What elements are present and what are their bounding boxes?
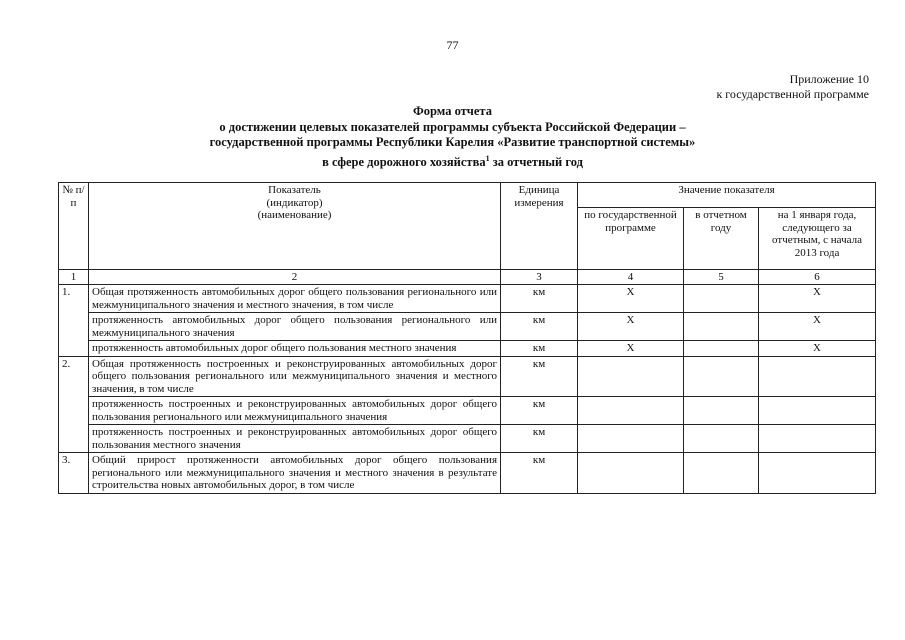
value-jan1-cell: Х — [759, 285, 876, 313]
value-jan1-cell — [759, 425, 876, 453]
title-line-2: о достижении целевых показателей программы субъекта Российской Федерации – — [219, 119, 686, 134]
appendix-line-1: Приложение 10 — [789, 72, 869, 86]
column-number: 6 — [759, 270, 876, 285]
indicator-cell: протяженность построенных и реконструированных автомобильных дорог общего пользования регионального или межмуниципального значения — [89, 397, 501, 425]
indicator-cell: протяженность построенных и реконструированных автомобильных дорог общего пользования местного значения — [89, 425, 501, 453]
page-number: 77 — [446, 38, 459, 52]
unit-cell: км — [501, 313, 578, 341]
row-number: 1. — [59, 285, 89, 357]
column-number: 1 — [59, 270, 89, 285]
value-jan1-cell — [759, 453, 876, 494]
title-line-1: Форма отчета — [413, 104, 492, 118]
value-by-program-cell — [578, 425, 684, 453]
header-value: Значение показателя — [578, 183, 876, 208]
column-number: 5 — [684, 270, 759, 285]
indicator-cell: Общая протяженность автомобильных дорог общего пользования регионального или межмуниципального значения и местного значения, в том числе — [89, 285, 501, 313]
value-jan1-cell — [759, 356, 876, 397]
value-by-program-cell: Х — [578, 341, 684, 357]
row-number: 2. — [59, 356, 89, 453]
value-in-report-year-cell — [684, 341, 759, 357]
row-number: 3. — [59, 453, 89, 494]
header-unit: Единица измерения — [501, 183, 578, 270]
unit-cell: км — [501, 356, 578, 397]
value-by-program-cell — [578, 453, 684, 494]
header-in-report-year: в отчетном году — [684, 208, 759, 270]
value-by-program-cell: Х — [578, 285, 684, 313]
column-number-row — [59, 270, 876, 285]
value-by-program-cell — [578, 356, 684, 397]
table-row — [59, 341, 876, 357]
header-num: № п/п — [59, 183, 89, 270]
table-body — [59, 285, 876, 494]
header-by-program: по государственной программе — [578, 208, 684, 270]
value-by-program-cell: Х — [578, 313, 684, 341]
title-line-3: государственной программы Республики Карелия «Развитие транспортной системы» — [209, 135, 696, 149]
indicator-cell: Общая протяженность построенных и реконструированных автомобильных дорог общего пользования регионального или межмуниципального значения и местного значения, в том числе — [89, 356, 501, 397]
appendix-note — [716, 72, 869, 102]
value-in-report-year-cell — [684, 356, 759, 397]
indicator-cell: протяженность автомобильных дорог общего пользования местного значения — [89, 341, 501, 357]
title-line-4-end: за отчетный год — [489, 154, 583, 169]
title-line-4-start: в сфере дорожного хозяйства — [322, 154, 486, 169]
column-number: 4 — [578, 270, 684, 285]
table-row — [59, 356, 876, 397]
appendix-line-2: к государственной программе — [716, 87, 869, 101]
indicator-cell: протяженность автомобильных дорог общего пользования регионального или межмуниципального значения — [89, 313, 501, 341]
unit-cell: км — [501, 341, 578, 357]
value-in-report-year-cell — [684, 453, 759, 494]
unit-cell: км — [501, 285, 578, 313]
value-jan1-cell — [759, 397, 876, 425]
table-row — [59, 425, 876, 453]
column-number: 3 — [501, 270, 578, 285]
value-in-report-year-cell — [684, 425, 759, 453]
table-row — [59, 397, 876, 425]
footnote-mark: 1 — [485, 153, 490, 163]
indicator-cell: Общий прирост протяженности автомобильных дорог общего пользования регионального или межмуниципального значения и местного значения в результате строительства новых автомобильных дорог, в том числе — [89, 453, 501, 494]
table-row — [59, 313, 876, 341]
column-number: 2 — [89, 270, 501, 285]
title-line-4 — [0, 151, 905, 171]
document-title — [0, 104, 905, 170]
header-row — [59, 183, 876, 208]
header-indicator: Показатель (индикатор) (наименование) — [89, 183, 501, 270]
table-row — [59, 453, 876, 494]
value-in-report-year-cell — [684, 397, 759, 425]
value-by-program-cell — [578, 397, 684, 425]
table-row — [59, 285, 876, 313]
value-jan1-cell: Х — [759, 341, 876, 357]
unit-cell: км — [501, 397, 578, 425]
report-table — [58, 182, 876, 494]
unit-cell: км — [501, 453, 578, 494]
value-in-report-year-cell — [684, 313, 759, 341]
unit-cell: км — [501, 425, 578, 453]
value-jan1-cell: Х — [759, 313, 876, 341]
value-in-report-year-cell — [684, 285, 759, 313]
header-jan1: на 1 января года, следующего за отчетным, с начала 2013 года — [759, 208, 876, 270]
